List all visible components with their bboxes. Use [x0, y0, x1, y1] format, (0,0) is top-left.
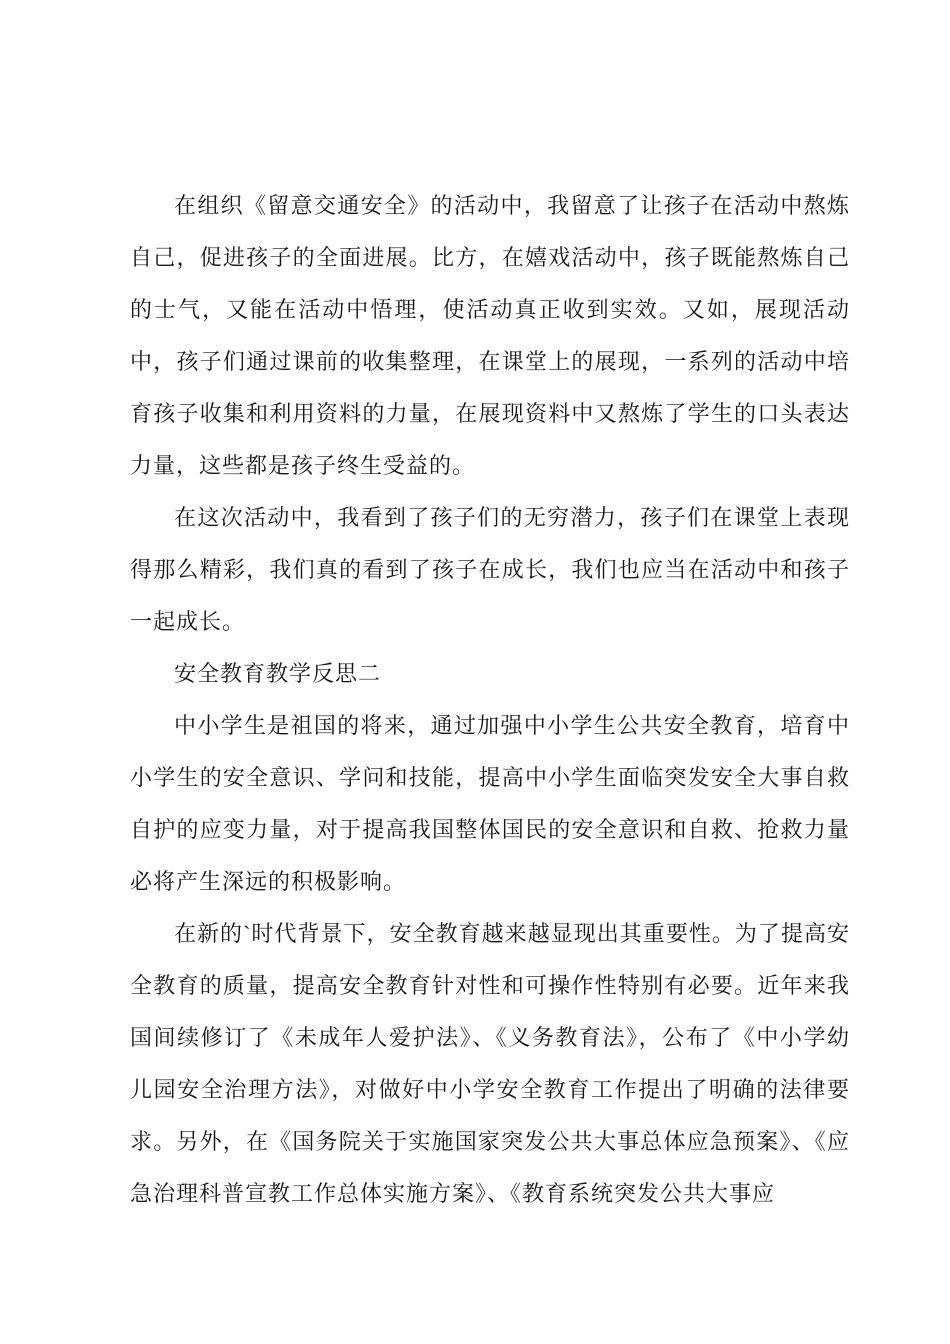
paragraph-activity-reflection: 在组织《留意交通安全》的活动中，我留意了让孩子在活动中熬炼自己，促进孩子的全面进展。比方，在嬉戏活动中，孩子既能熬炼自己的士气，又能在活动中悟理，使活动真正收到实效。又如，展现活动中，孩子们通过课前的收集整理，在课堂上的展现，一系列的活动中培育孩子收集和利用资料的力量，在展现资料中又熬炼了学生的口头表达力量，这些都是孩子终生受益的。 — [130, 193, 850, 478]
paragraph-growth-summary: 在这次活动中，我看到了孩子们的无穷潜力，孩子们在课堂上表现得那么精彩，我们真的看到了孩子在成长，我们也应当在活动中和孩子一起成长。 — [130, 505, 850, 634]
paragraph-public-safety-education: 中小学生是祖国的将来，通过加强中小学生公共安全教育，培育中小学生的安全意识、学问和技能，提高中小学生面临突发安全大事自救自护的应变力量，对于提高我国整体国民的安全意识和自救、抢救力量必将产生深远的积极影响。 — [130, 713, 850, 894]
document-body — [130, 180, 850, 1220]
section-heading-reflection-two: 安全教育教学反思二 — [174, 661, 382, 686]
paragraph-era-background: 在新的`时代背景下，安全教育越来越显现出其重要性。为了提高安全教育的质量，提高安全教育针对性和可操作性特别有必要。近年来我国间续修订了《未成年人爱护法》、《义务教育法》，公布了《中小学幼儿园安全治理方法》，对做好中小学安全教育工作提出了明确的法律要求。另外，在《国务院关于实施国家突发公共大事总体应急预案》、《应急治理科普宣教工作总体实施方案》、《教育系统突发公共大事应 — [130, 921, 850, 1206]
